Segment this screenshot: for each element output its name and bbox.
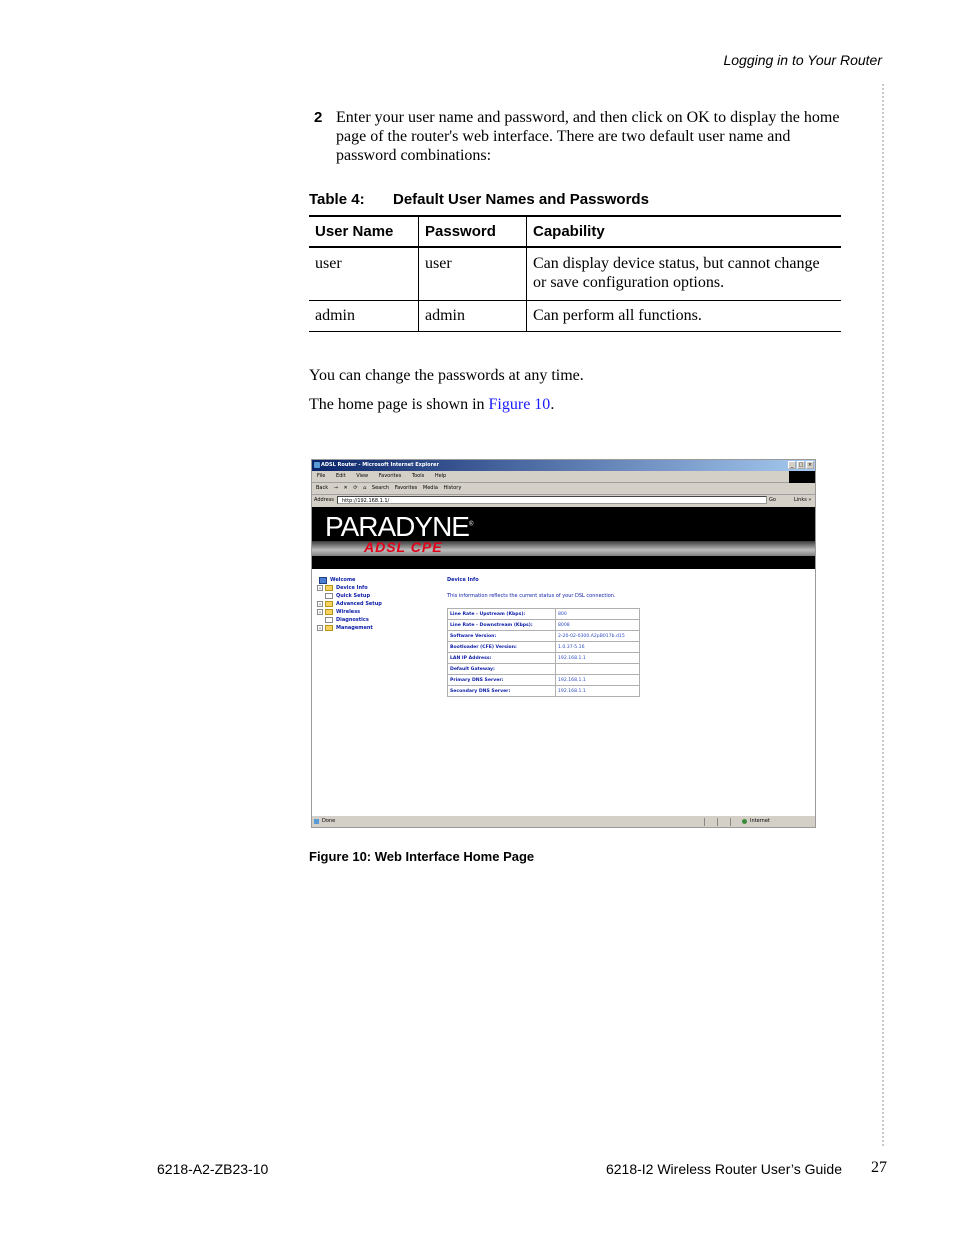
minimize-icon[interactable]: _ xyxy=(788,461,796,469)
address-label: Address xyxy=(314,497,334,503)
cell-password: user xyxy=(419,247,527,301)
info-value: 2-20-02-0300.A2pB017b.d15 xyxy=(556,631,640,642)
info-key: Primary DNS Server: xyxy=(448,675,556,686)
device-info-table xyxy=(447,608,640,697)
header-capability: Capability xyxy=(527,216,842,247)
paradyne-banner xyxy=(312,507,815,569)
table-row xyxy=(309,301,841,332)
menu-file[interactable]: File xyxy=(317,473,326,479)
margin-dotted-rule xyxy=(882,84,884,1146)
expand-icon[interactable]: + xyxy=(318,586,322,590)
search-button[interactable]: Search xyxy=(371,485,390,491)
running-head: Logging in to Your Router xyxy=(723,52,882,68)
tree-item-wireless[interactable] xyxy=(317,608,382,616)
step-number: 2 xyxy=(314,109,323,126)
paragraph-change-passwords: You can change the passwords at any time. xyxy=(309,367,584,384)
info-key: Line Rate - Downstream (Kbps): xyxy=(448,620,556,631)
status-divider xyxy=(730,818,731,826)
info-value: 800 xyxy=(556,609,640,620)
router-content-area xyxy=(312,569,815,815)
info-value xyxy=(556,664,640,675)
info-key: LAN IP Address: xyxy=(448,653,556,664)
tree-item-quick-setup[interactable] xyxy=(317,592,382,600)
paragraph-home-page xyxy=(309,396,554,414)
info-key: Bootloader (CFE) Version: xyxy=(448,642,556,653)
paragraph-suffix: . xyxy=(550,396,555,413)
device-info-description: This information reflects the current status of your DSL connection. xyxy=(447,593,616,599)
cell-user-name: user xyxy=(309,247,419,301)
brand-mark: ® xyxy=(468,521,473,528)
table-row xyxy=(448,675,640,686)
home-icon[interactable]: ⌂ xyxy=(363,485,367,491)
browser-menu-bar xyxy=(312,471,815,483)
browser-toolbar xyxy=(312,483,815,495)
back-button[interactable]: Back xyxy=(316,485,329,491)
refresh-icon[interactable]: ⟳ xyxy=(353,485,358,491)
status-divider xyxy=(717,818,718,826)
table-row xyxy=(448,664,640,675)
table-row xyxy=(448,642,640,653)
table-row xyxy=(309,247,841,301)
step-text: Enter your user name and password, and then click on OK to display the home page of the router's web interface. There are two default user name and password combinations: xyxy=(336,109,840,164)
page-number: 27 xyxy=(871,1159,887,1176)
page-icon xyxy=(325,617,333,623)
info-value: 1.0.37-5.16 xyxy=(556,642,640,653)
header-user-name: User Name xyxy=(309,216,419,247)
tree-item-device-info[interactable] xyxy=(317,584,382,592)
info-key: Software Version: xyxy=(448,631,556,642)
cell-capability: Can display device status, but cannot change or save configuration options. xyxy=(527,247,842,301)
links-button[interactable]: Links » xyxy=(794,497,812,503)
browser-title-bar xyxy=(312,460,815,471)
info-value: 192.168.1.1 xyxy=(556,653,640,664)
cell-password: admin xyxy=(419,301,527,332)
window-controls xyxy=(788,461,814,469)
tree-label: Device Info xyxy=(336,585,368,591)
info-key: Line Rate - Upstream (Kbps): xyxy=(448,609,556,620)
table-row xyxy=(448,686,640,697)
paragraph-prefix: The home page is shown in xyxy=(309,396,489,413)
address-bar xyxy=(312,495,815,506)
nav-tree xyxy=(317,576,382,632)
table-row xyxy=(448,631,640,642)
web-interface-screenshot xyxy=(311,459,816,828)
expand-icon[interactable]: + xyxy=(318,602,322,606)
tree-label: Quick Setup xyxy=(336,593,371,599)
browser-window-title: ADSL Router - Microsoft Internet Explorer xyxy=(321,462,439,468)
ie-logo-icon xyxy=(314,462,320,468)
go-button[interactable]: Go xyxy=(769,497,776,503)
folder-icon xyxy=(325,601,333,607)
tree-label: Welcome xyxy=(330,577,356,583)
brand-name: PARADYNE xyxy=(325,511,469,542)
table-row xyxy=(448,609,640,620)
cell-capability: Can perform all functions. xyxy=(527,301,842,332)
history-icon[interactable]: History xyxy=(443,485,462,491)
media-button[interactable]: Media xyxy=(422,485,438,491)
figure-caption: Figure 10: Web Interface Home Page xyxy=(309,849,535,864)
footer-doc-number: 6218-A2-ZB23-10 xyxy=(157,1161,269,1177)
status-divider xyxy=(704,818,705,826)
expand-icon[interactable]: + xyxy=(318,610,322,614)
windows-logo-icon xyxy=(789,471,815,483)
folder-icon xyxy=(325,609,333,615)
menu-help[interactable]: Help xyxy=(434,473,447,479)
table-caption xyxy=(309,191,649,208)
cell-user-name: admin xyxy=(309,301,419,332)
tree-item-diagnostics[interactable] xyxy=(317,616,382,624)
tree-label: Diagnostics xyxy=(336,617,369,623)
table-row xyxy=(448,653,640,664)
page-icon xyxy=(325,593,333,599)
info-value: 192.168.1.1 xyxy=(556,675,640,686)
table-header-row xyxy=(309,216,841,247)
table-caption-number: Table 4: xyxy=(309,191,365,208)
maximize-icon[interactable]: □ xyxy=(798,462,804,468)
folder-icon xyxy=(325,625,333,631)
menu-favorites[interactable]: Favorites xyxy=(378,473,402,479)
credentials-table xyxy=(309,215,841,332)
tree-label: Management xyxy=(336,625,373,631)
tree-label: Wireless xyxy=(336,609,361,615)
tree-item-management[interactable] xyxy=(317,624,382,632)
tree-item-advanced-setup[interactable] xyxy=(317,600,382,608)
expand-icon[interactable]: + xyxy=(318,626,322,630)
tree-label: Advanced Setup xyxy=(336,601,382,607)
internet-zone-icon xyxy=(742,819,747,824)
table-row xyxy=(448,620,640,631)
info-key: Default Gateway: xyxy=(448,664,556,675)
info-value: 192.168.1.1 xyxy=(556,686,640,697)
stop-icon[interactable]: ✕ xyxy=(343,485,348,491)
info-key: Secondary DNS Server: xyxy=(448,686,556,697)
header-password: Password xyxy=(419,216,527,247)
device-info-heading: Device Info xyxy=(447,577,479,583)
menu-edit[interactable]: Edit xyxy=(335,473,346,479)
page-status-icon xyxy=(314,819,319,824)
address-input[interactable]: http://192.168.1.1/ xyxy=(337,496,767,504)
favorites-button[interactable]: Favorites xyxy=(394,485,418,491)
monitor-icon xyxy=(319,577,327,584)
info-value: 8008 xyxy=(556,620,640,631)
tree-item-welcome[interactable] xyxy=(317,576,382,584)
menu-view[interactable]: View xyxy=(356,473,369,479)
browser-status-bar xyxy=(312,815,815,828)
close-icon[interactable]: × xyxy=(807,462,813,468)
step-2 xyxy=(314,108,844,165)
menu-tools[interactable]: Tools xyxy=(411,473,425,479)
footer-guide-title: 6218-I2 Wireless Router User’s Guide xyxy=(605,1161,842,1177)
adsl-cpe-label: ADSL CPE xyxy=(364,539,443,555)
table-caption-title: Default User Names and Passwords xyxy=(393,191,649,208)
figure-10-link[interactable]: Figure 10 xyxy=(488,396,551,413)
folder-icon xyxy=(325,585,333,591)
status-zone: Internet xyxy=(750,818,770,824)
forward-icon[interactable]: → xyxy=(333,485,338,491)
status-text: Done xyxy=(322,818,336,824)
